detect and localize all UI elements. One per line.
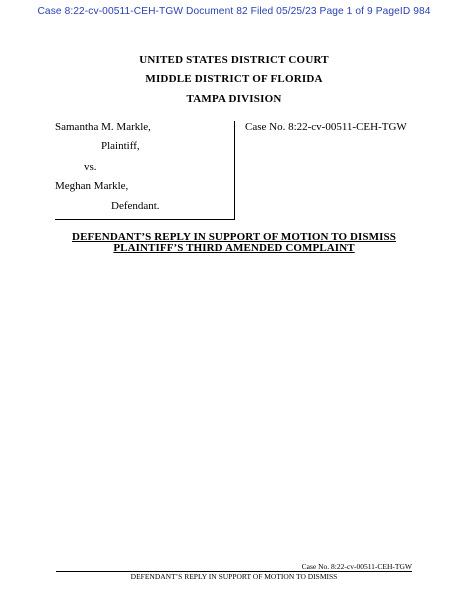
plaintiff-role: Plaintiff, bbox=[101, 140, 140, 152]
document-title-line-1: DEFENDANT’S REPLY IN SUPPORT OF MOTION TO DISMISS bbox=[72, 231, 396, 243]
caption-vertical-divider bbox=[234, 121, 235, 219]
footer-document-title: DEFENDANT’S REPLY IN SUPPORT OF MOTION TO DISMISS bbox=[130, 572, 338, 581]
plaintiff-name: Samantha M. Markle, bbox=[55, 121, 151, 133]
court-district: MIDDLE DISTRICT OF FLORIDA bbox=[145, 73, 323, 85]
defendant-role: Defendant. bbox=[111, 200, 160, 212]
caption-horizontal-divider bbox=[55, 219, 235, 220]
court-name: UNITED STATES DISTRICT COURT bbox=[139, 54, 329, 66]
defendant-name: Meghan Markle, bbox=[55, 180, 129, 192]
case-number: Case No. 8:22-cv-00511-CEH-TGW bbox=[245, 121, 407, 133]
case-caption-parties bbox=[55, 121, 235, 220]
document-title-line-2: PLAINTIFF’S THIRD AMENDED COMPLAINT bbox=[113, 242, 355, 254]
footer-case-number: Case No. 8:22-cv-00511-CEH-TGW bbox=[301, 562, 412, 571]
ecf-filing-header: Case 8:22-cv-00511-CEH-TGW Document 82 Filed 05/25/23 Page 1 of 9 PageID 984 bbox=[37, 6, 431, 17]
versus-label: vs. bbox=[84, 161, 97, 173]
court-division: TAMPA DIVISION bbox=[186, 93, 282, 105]
